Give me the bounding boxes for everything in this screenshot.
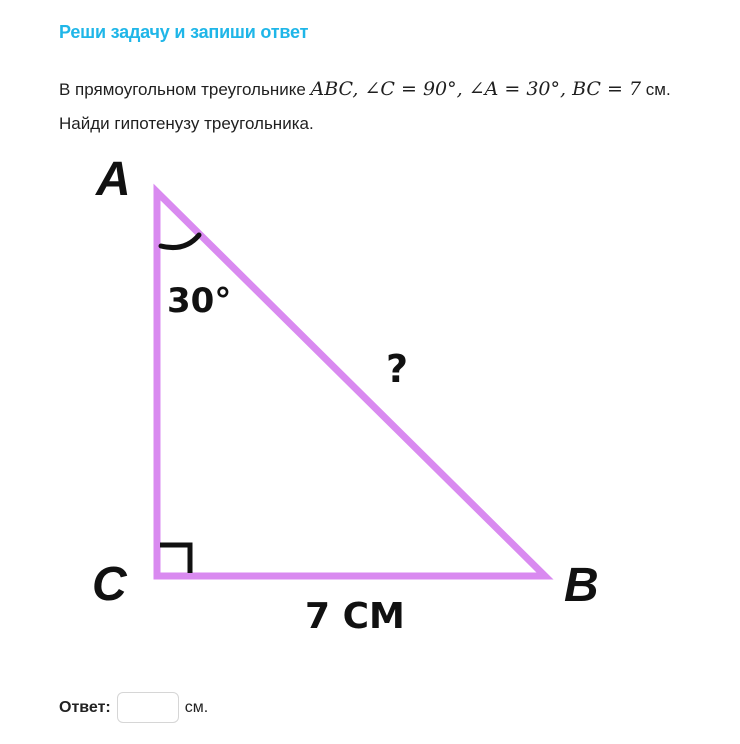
task-math-expression: ABC, ∠C = 90°, ∠A = 30°, BC = 7 [310,78,642,100]
answer-row [59,692,208,723]
answer-label: Ответ: [59,698,111,716]
vertex-label-b: B [564,559,599,612]
vertex-label-c: C [92,558,127,611]
side-bc-label: 7 СМ [305,596,405,637]
hypotenuse-label: ? [386,347,409,391]
triangle-abc [157,192,545,576]
task-text-unit: см. [641,80,671,99]
task-text-prefix: В прямоугольном треугольнике [59,80,311,99]
task-title: Реши задачу и запиши ответ [59,22,309,42]
task-question: Найди гипотенузу треугольника. [59,114,314,133]
vertex-label-a: A [96,153,131,206]
angle-a-arc [161,235,199,248]
answer-input[interactable] [117,692,179,723]
right-angle-mark [160,545,190,573]
angle-a-label: 30° [167,281,232,321]
answer-unit: см. [184,698,209,716]
